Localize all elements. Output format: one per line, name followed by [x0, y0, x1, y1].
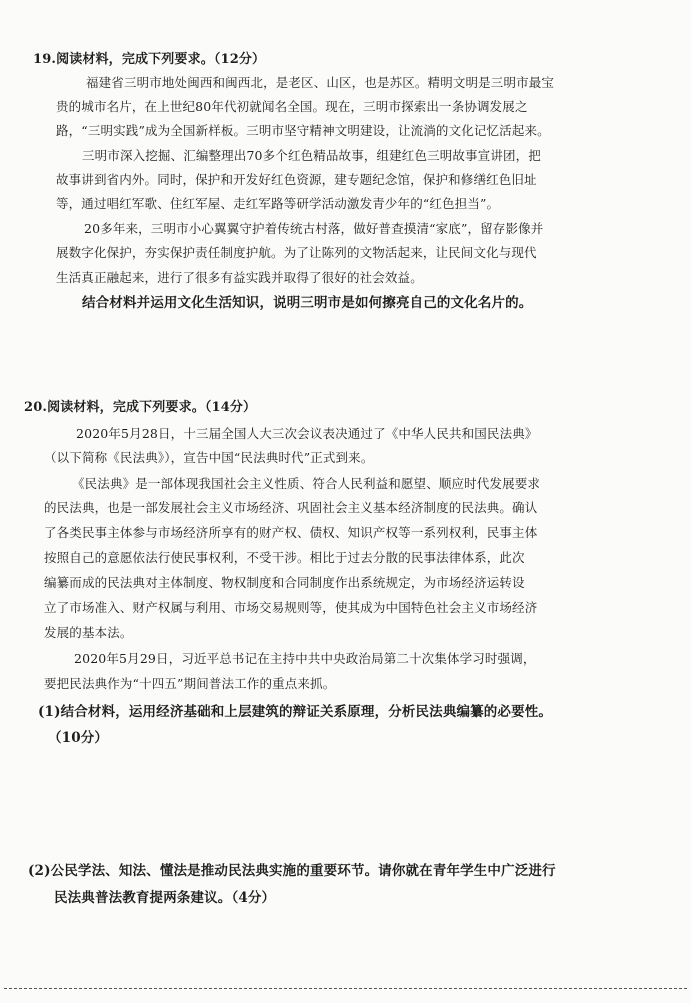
q20-sub2-question: (2)公民学法、知法、懂法是推动民法典实施的重要环节。请你就在青年学生中广泛进行 — [28, 863, 556, 879]
q19-para-line: 生活真正融起来，进行了很多有益实践并取得了很好的社会效益。 — [56, 270, 423, 285]
q20-para-line: （以下简称《民法典》），宣告中国“民法典时代”正式到来。 — [44, 450, 374, 465]
q20-para-line: 的民法典，也是一部发展社会主义市场经济、巩固社会主义基本经济制度的民法典。确认 — [44, 500, 538, 515]
q20-sub2-question-cont: 民法典普法教育提两条建议。（4分） — [54, 890, 276, 906]
q19-para-line: 福建省三明市地处闽西和闽西北，是老区、山区，也是苏区。精明文明是三明市最宝 — [86, 75, 555, 90]
q20-para-line: 《民法典》是一部体现我国社会主义性质、符合人民利益和愿望、顺应时代发展要求 — [72, 476, 541, 491]
q19-para-line: 展数字化保护，夯实保护责任制度护航。为了让陈列的文物活起来，让民间文化与现代 — [56, 245, 537, 260]
q20-para-line: 2020年5月28日，十三届全国人大三次会议表决通过了《中华人民共和国民法典》 — [76, 426, 538, 441]
q19-para-line: 路，“三明实践”成为全国新样板。三明市坚守精神文明建设，让流淌的文化记忆活起来。 — [56, 123, 550, 138]
q19-para-line: 贵的城市名片，在上世纪80年代初就闻名全国。现在，三明市探索出一条协调发展之 — [56, 99, 528, 114]
q19-para-line: 20多年来，三明市小心翼翼守护着传统古村落，做好普查摸清“家底”，留存影像并 — [84, 221, 544, 236]
q20-para-line: 立了市场准入、财产权属与利用、市场交易规则等，使其成为中国特色社会主义市场经济 — [44, 600, 538, 615]
q19-para-line: 三明市深入挖掘、汇编整理出70多个红色精品故事，组建红色三明故事宣讲团，把 — [82, 148, 541, 163]
q20-para-line: 编纂而成的民法典对主体制度、物权制度和合同制度作出系统规定，为市场经济运转设 — [44, 575, 525, 590]
q20-para-line: 按照自己的意愿依法行使民事权利，不受干涉。相比于过去分散的民事法律体系，此次 — [44, 550, 525, 565]
q19-requirement: 结合材料并运用文化生活知识，说明三明市是如何擦亮自己的文化名片的。 — [82, 295, 533, 311]
q19-para-line: 故事讲到省内外。同时，保护和开发好红色资源，建专题纪念馆，保护和修缮红色旧址 — [56, 172, 537, 187]
q20-header: 20.阅读材料，完成下列要求。（14分） — [24, 400, 257, 415]
q20-sub1-score: （10分） — [48, 730, 109, 746]
q20-para-line: 发展的基本法。 — [44, 625, 133, 640]
q20-para-line: 了各类民事主体参与市场经济所享有的财产权、债权、知识产权等一系列权利，民事主体 — [44, 525, 538, 540]
q20-sub1-question: (1)结合材料，运用经济基础和上层建筑的辩证关系原理，分析民法典编纂的必要性。 — [38, 704, 553, 720]
cut-line-divider — [4, 988, 687, 989]
q19-para-line: 等，通过唱红军歌、住红军屋、走红军路等研学活动激发青少年的“红色担当”。 — [56, 196, 500, 211]
q20-para-line: 要把民法典作为“十四五”期间普法工作的重点来抓。 — [44, 676, 336, 691]
q19-header: 19.阅读材料，完成下列要求。（12分） — [33, 52, 266, 67]
q20-para-line: 2020年5月29日，习近平总书记在主持中共中央政治局第二十次集体学习时强调， — [74, 651, 536, 666]
